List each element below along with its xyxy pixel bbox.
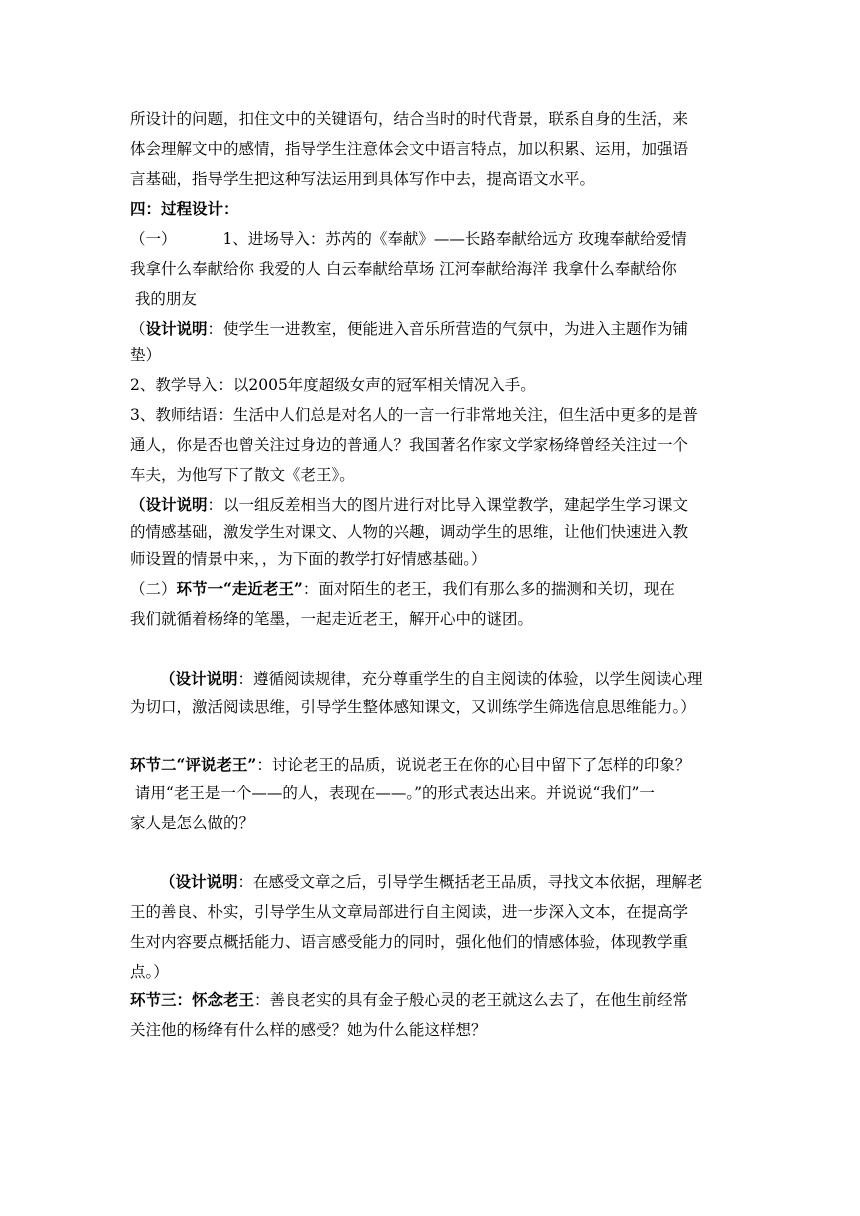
paragraph-line: 所设计的问题，扣住文中的关键语句，结合当时的时代背景，联系自身的生活，来 [130, 110, 689, 128]
paragraph-line: 我的朋友 [130, 290, 197, 308]
section-two-prefix: （二） [130, 580, 177, 598]
paragraph-line: 我拿什么奉献给你 我爱的人 白云奉献给草场 江河奉献给海洋 我拿什么奉献给你 [130, 260, 677, 278]
paragraph-line: 家人是怎么做的？ [130, 814, 255, 832]
intro-music-text: 1、进场导入：苏芮的《奉献》——长路奉献给远方 玫瑰奉献给爱情 [222, 230, 687, 248]
paragraph-line: 请用“老王是一个——的人，表现在——。”的形式表达出来。并说说“我们”一 [130, 784, 655, 802]
design-note-2 [130, 492, 688, 518]
paragraph-line: 点。） [130, 963, 169, 981]
section-four-label: 环节三：怀念老王 [130, 990, 255, 1009]
section-two-label: 环节一“走近老王” [176, 579, 303, 598]
paragraph-line: 3、教师结语：生活中人们总是对名人的一言一行非常地关注，但生活中更多的是普 [130, 406, 698, 424]
section-two-line [130, 576, 675, 602]
note-label: （设计说明 [130, 495, 208, 514]
section-four-text: ：善良老实的具有金子般心灵的老王就这么去了，在他生前经常 [254, 991, 689, 1009]
section-two-text: ：面对陌生的老王，我们有那么多的揣测和关切，现在 [302, 580, 675, 598]
section-three-line [130, 752, 690, 778]
paragraph-line: 为切口，激活阅读思维，引导学生整体感知课文，又训练学生筛选信息思维能力。） [130, 698, 696, 716]
paragraph-line: 生对内容要点概括能力、语言感受能力的同时，强化他们的情感体验，体现教学重 [130, 933, 689, 951]
section-one-prefix: （一） [130, 230, 177, 248]
design-note-1 [130, 316, 688, 342]
design-note-3 [160, 666, 703, 692]
note-label: （设计说明 [160, 669, 238, 688]
section-heading: 四：过程设计： [130, 199, 239, 218]
design-note-4 [160, 869, 703, 895]
paragraph-line: 的情感基础，激发学生对课文、人物的兴趣，调动学生的思维，让他们快速进入教 [130, 523, 689, 541]
section-three-label: 环节二“评说老王” [130, 755, 257, 774]
paragraph-line: 通人，你是否也曾关注过身边的普通人？我国著名作家文学家杨绛曾经关注过一个 [130, 436, 689, 454]
note-text: ：以一组反差相当大的图片进行对比导入课堂教学，建起学生学习课文 [207, 496, 689, 514]
paragraph-line: 言基础，指导学生把这种写法运用到具体写作中去，提高语文水平。 [130, 170, 596, 188]
paragraph-line: 王的善良、朴实，引导学生从文章局部进行自主阅读，进一步深入文本，在提高学 [130, 903, 689, 921]
note-label: 设计说明 [145, 319, 208, 338]
list-item-2: 2、教学导入：以2005年度超级女声的冠军相关情况入手。 [130, 376, 536, 394]
paragraph-line: 关注他的杨绛有什么样的感受？她为什么能这样想？ [130, 1021, 487, 1039]
note-open-paren: （ [130, 320, 146, 338]
paragraph-line: 师设置的情景中来，，为下面的教学打好情感基础。） [130, 550, 487, 568]
paragraph-line: 我们就循着杨绛的笔墨，一起走近老王，解开心中的谜团。 [130, 610, 534, 628]
section-three-text: ：讨论老王的品质，说说老王在你的心目中留下了怎样的印象？ [256, 756, 691, 774]
paragraph-line: 车夫，为他写下了散文《老王》。 [130, 466, 355, 484]
section-four-line [130, 987, 688, 1013]
note-text: ：在感受文章之后，引导学生概括老王品质，寻找文本依据，理解老 [237, 873, 703, 891]
note-label: （设计说明 [160, 872, 238, 891]
note-text: ：遵循阅读规律，充分尊重学生的自主阅读的体验，以学生阅读心理 [237, 670, 703, 688]
note-text: ：使学生一进教室，便能进入音乐所营造的气氛中，为进入主题作为铺 [207, 320, 689, 338]
section-one-line [130, 226, 687, 252]
paragraph-line: 垫） [130, 346, 162, 364]
paragraph-line: 体会理解文中的感情，指导学生注意体会文中语言特点，加以积累、运用，加强语 [130, 140, 689, 158]
